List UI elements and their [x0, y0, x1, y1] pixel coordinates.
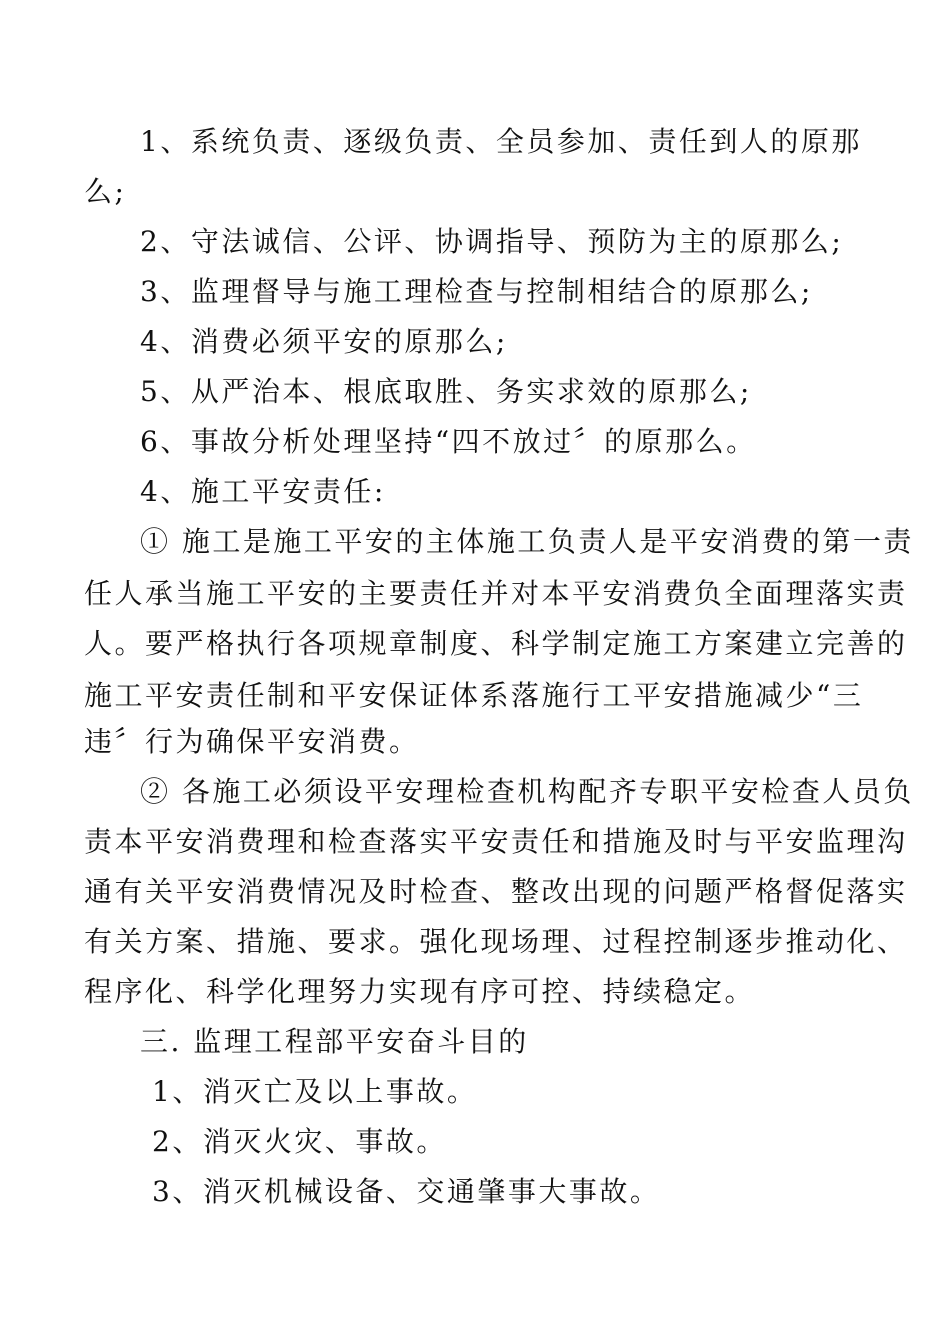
- section-heading-goals: 三. 监理工程部平安奋斗目的: [140, 1025, 529, 1058]
- principle-line-4: 4、消费必须平安的原那么;: [140, 325, 508, 358]
- principle-line-6: 6、事故分析处理坚持“四不放过〞的原那么。: [140, 425, 757, 458]
- paragraph-1-line-1: ① 施工是施工平安的主体施工负责人是平安消费的第一责: [140, 525, 914, 558]
- paragraph-2-line-3: 通有关平安消费情况及时检查、整改出现的问题严格督促落实: [84, 875, 908, 908]
- principle-line-2: 2、守法诚信、公评、协调指导、预防为主的原那么;: [140, 225, 844, 258]
- paragraph-1-line-5: 违〞行为确保平安消费。: [84, 725, 420, 758]
- paragraph-2-line-4: 有关方案、措施、要求。强化现场理、过程控制逐步推动化、: [84, 925, 908, 958]
- paragraph-1-line-4: 施工平安责任制和平安保证体系落施行工平安措施减少“三: [84, 679, 864, 712]
- paragraph-2-line-2: 责本平安消费理和检查落实平安责任和措施及时与平安监理沟: [84, 825, 908, 858]
- paragraph-1-line-3: 人。要严格执行各项规章制度、科学制定施工方案建立完善的: [84, 627, 908, 660]
- goal-line-2: 2、消灭火灾、事故。: [152, 1125, 447, 1158]
- paragraph-2-line-1: ② 各施工必须设平安理检查机构配齐专职平安检查人员负: [140, 775, 914, 808]
- principle-line-1-cont: 么;: [84, 175, 127, 208]
- principle-line-3: 3、监理督导与施工理检查与控制相结合的原那么;: [140, 275, 813, 308]
- goal-line-1: 1、消灭亡及以上事故。: [152, 1075, 478, 1108]
- paragraph-1-line-2: 任人承当施工平安的主要责任并对本平安消费负全面理落实责: [84, 577, 908, 610]
- section-heading-responsibility: 4、施工平安责任:: [140, 475, 386, 508]
- paragraph-2-line-5: 程序化、科学化理努力实现有序可控、持续稳定。: [84, 975, 756, 1008]
- principle-line-5: 5、从严治本、根底取胜、务实求效的原那么;: [140, 375, 752, 408]
- goal-line-3: 3、消灭机械设备、交通肇事大事故。: [152, 1175, 661, 1208]
- principle-line-1: 1、系统负责、逐级负责、全员参加、责任到人的原那: [140, 125, 862, 158]
